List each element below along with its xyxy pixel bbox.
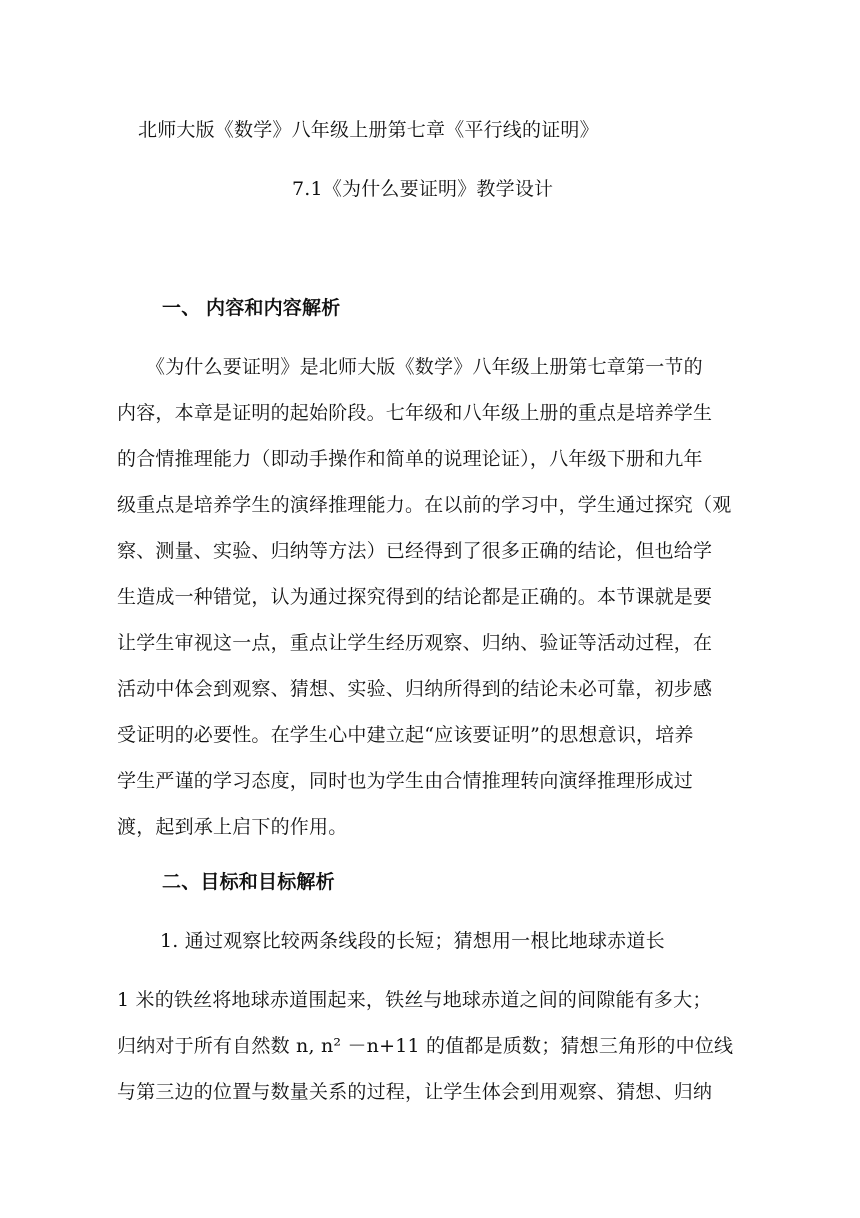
section1-line-11: 渡，起到承上启下的作用。	[117, 816, 348, 838]
section1-line-5: 察、测量、实验、归纳等方法）已经得到了很多正确的结论，但也给学	[117, 540, 713, 562]
section1-line-9: 受证明的必要性。在学生心中建立起“应该要证明”的思想意识，培养	[117, 724, 694, 746]
section1-line-10: 学生严谨的学习态度，同时也为学生由合情推理转向演绎推理形成过	[117, 770, 694, 792]
section2-heading: 二、目标和目标解析	[162, 871, 335, 893]
section2-line-4: 与第三边的位置与数量关系的过程，让学生体会到用观察、猜想、归纳	[117, 1081, 713, 1103]
section1-heading-text: 内容和内容解析	[206, 297, 341, 319]
section1-line-8: 活动中体会到观察、猜想、实验、归纳所得到的结论未必可靠，初步感	[117, 678, 713, 700]
section1-line-3: 的合情推理能力（即动手操作和简单的说理论证），八年级下册和九年	[117, 448, 703, 470]
section2-line-2: 1 米的铁丝将地球赤道围起来，铁丝与地球赤道之间的间隙能有多大；	[117, 989, 712, 1011]
section1-line-2: 内容，本章是证明的起始阶段。七年级和八年级上册的重点是培养学生	[117, 402, 713, 424]
section1-line-4: 级重点是培养学生的演绎推理能力。在以前的学习中，学生通过探究（观	[117, 494, 732, 516]
document-title-line1: 北师大版《数学》八年级上册第七章《平行线的证明》	[138, 119, 599, 141]
section1-heading	[162, 296, 340, 320]
section1-line-1: 《为什么要证明》是北师大版《数学》八年级上册第七章第一节的	[146, 356, 703, 378]
document-title-line2: 7.1《为什么要证明》教学设计	[292, 178, 554, 200]
section1-line-7: 让学生审视这一点，重点让学生经历观察、归纳、验证等活动过程，在	[117, 632, 713, 654]
section2-line-3: 归纳对于所有自然数 n, n² －n+11 的值都是质数；猜想三角形的中位线	[117, 1035, 734, 1057]
section2-line-1: 1. 通过观察比较两条线段的长短；猜想用一根比地球赤道长	[160, 930, 665, 952]
section1-line-6: 生造成一种错觉，认为通过探究得到的结论都是正确的。本节课就是要	[117, 586, 713, 608]
section1-number: 一、	[162, 297, 201, 319]
